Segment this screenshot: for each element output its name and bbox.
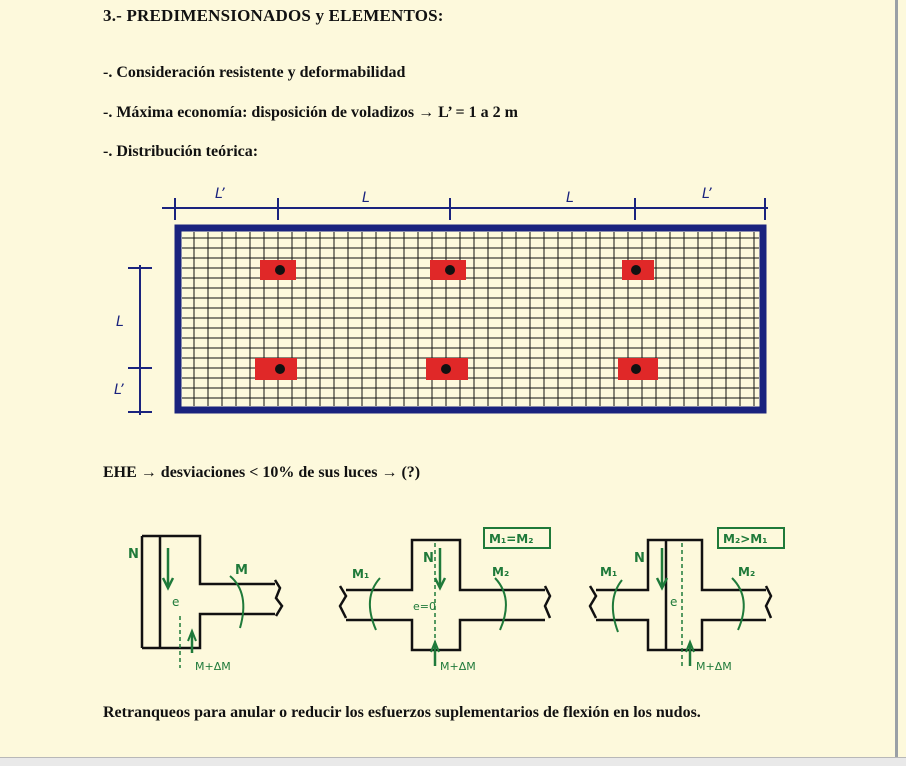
column-dot (275, 265, 285, 275)
side-dimension-line (128, 265, 152, 415)
bullet-economy: -. Máxima economía: disposición de voladizos → L’ = 1 a 2 m (103, 104, 518, 121)
plan-sketch (100, 180, 790, 430)
sketch2-bottom-label: M+ΔM (440, 660, 476, 673)
bullet-resistance: -. Consideración resistente y deformabilidad (103, 64, 406, 81)
slab-outline (178, 228, 763, 410)
column-dot (631, 265, 641, 275)
column-dot (275, 364, 285, 374)
section-title: 3.- PREDIMENSIONADOS y ELEMENTOS: (103, 6, 444, 25)
joint-sketch-2 (340, 528, 550, 673)
sketch2-n-label: N (423, 551, 434, 566)
span-label-4: L’ (702, 186, 712, 202)
side-label-1: L (116, 314, 124, 330)
sketch1-m-label: M (235, 563, 248, 578)
ehe-line: EHE → desviaciones < 10% de sus luces → (?) (103, 464, 421, 481)
sketch3-bottom-label: M+ΔM (696, 660, 732, 673)
page-edge-right (895, 0, 898, 765)
column-dot (441, 364, 451, 374)
sketch3-e-label: e (670, 595, 678, 609)
footer-note: Retranqueos para anular o reducir los esfuerzos suplementarios de flexión en los nudos. (103, 704, 701, 721)
sketch3-n-label: N (634, 551, 645, 566)
sketch1-n-label: N (128, 547, 139, 562)
top-dimension-line (162, 198, 768, 220)
side-label-2: L’ (114, 382, 124, 398)
column-dot (445, 265, 455, 275)
sketch2-m-right-label: M₂ (492, 565, 510, 579)
joint-sketches (100, 518, 790, 688)
joint-sketch-1 (128, 536, 282, 673)
span-label-2: L (362, 190, 370, 206)
sketch3-box-label: M₂>M₁ (723, 532, 768, 546)
bullet-distribution: -. Distribución teórica: (103, 143, 259, 160)
sketch1-e-label: e (172, 595, 180, 609)
span-label-1: L’ (215, 186, 225, 202)
sketch1-bottom-label: M+ΔM (195, 660, 231, 673)
sketch2-e-label: e=0 (413, 600, 436, 613)
sketch2-box-label: M₁=M₂ (489, 532, 534, 546)
joint-sketch-3 (590, 528, 784, 673)
sketch3-m-left-label: M₁ (600, 565, 618, 579)
column-dot (631, 364, 641, 374)
sketch2-m-left-label: M₁ (352, 567, 370, 581)
sketch3-m-right-label: M₂ (738, 565, 756, 579)
span-label-3: L (566, 190, 574, 206)
